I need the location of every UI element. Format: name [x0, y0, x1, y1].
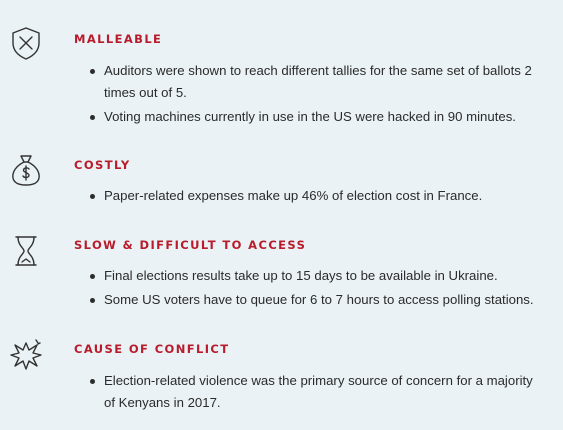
bullet-item: Election-related violence was the primary source of concern for a majority of Kenyans in 2017. — [90, 370, 540, 414]
bullet-list — [90, 60, 540, 130]
section-title: COSTLY — [74, 158, 131, 172]
section-title: MALLEABLE — [74, 32, 163, 46]
hourglass-icon — [8, 233, 44, 269]
bullet-list — [90, 370, 540, 416]
explosion-icon — [8, 337, 44, 373]
bullet-item: Paper-related expenses make up 46% of election cost in France. — [90, 185, 540, 207]
section-title: CAUSE OF CONFLICT — [74, 342, 230, 356]
bullet-list — [90, 185, 540, 209]
money-bag-icon — [8, 152, 44, 188]
bullet-list — [90, 265, 540, 313]
bullet-item: Final elections results take up to 15 days to be available in Ukraine. — [90, 265, 540, 287]
bullet-item: Auditors were shown to reach different tallies for the same set of ballots 2 times out of 5. — [90, 60, 540, 104]
shield-x-icon — [8, 25, 44, 61]
bullet-item: Voting machines currently in use in the US were hacked in 90 minutes. — [90, 106, 540, 128]
bullet-item: Some US voters have to queue for 6 to 7 hours to access polling stations. — [90, 289, 540, 311]
section-title: SLOW & DIFFICULT TO ACCESS — [74, 238, 307, 252]
